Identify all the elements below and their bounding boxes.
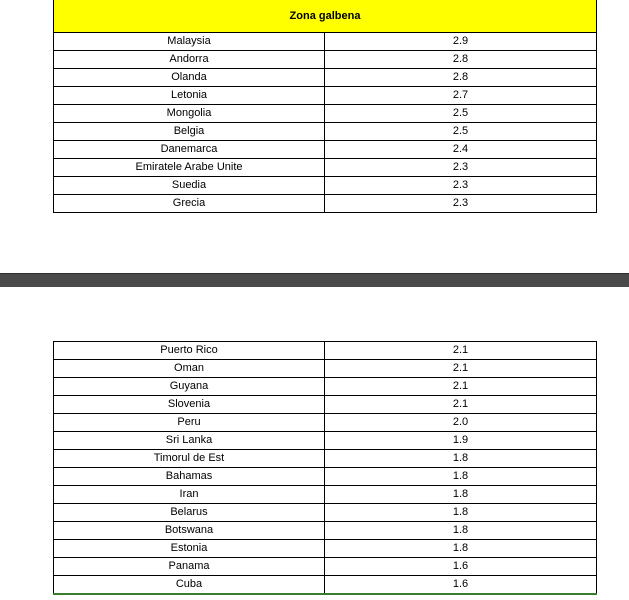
yellow-zone-table xyxy=(53,0,597,213)
country-cell: Belarus xyxy=(54,504,325,522)
country-cell: Timorul de Est xyxy=(54,450,325,468)
table-row xyxy=(54,195,597,213)
country-cell: Guyana xyxy=(54,378,325,396)
value-cell: 2.8 xyxy=(325,51,597,69)
country-cell: Slovenia xyxy=(54,396,325,414)
value-cell: 2.5 xyxy=(325,123,597,141)
country-cell: Iran xyxy=(54,486,325,504)
table-row xyxy=(54,540,597,558)
table-row xyxy=(54,105,597,123)
zone-title: Zona galbena xyxy=(54,0,597,33)
page-separator xyxy=(0,273,629,287)
country-cell: Peru xyxy=(54,414,325,432)
table-row xyxy=(54,450,597,468)
country-cell: Belgia xyxy=(54,123,325,141)
value-cell: 1.8 xyxy=(325,468,597,486)
table-row xyxy=(54,396,597,414)
table-row xyxy=(54,177,597,195)
country-cell: Andorra xyxy=(54,51,325,69)
country-cell: Estonia xyxy=(54,540,325,558)
value-cell: 1.8 xyxy=(325,522,597,540)
country-cell: Danemarca xyxy=(54,141,325,159)
table-row xyxy=(54,360,597,378)
table-row xyxy=(54,378,597,396)
table-row xyxy=(54,159,597,177)
table-row xyxy=(54,504,597,522)
country-cell: Emiratele Arabe Unite xyxy=(54,159,325,177)
value-cell: 2.3 xyxy=(325,159,597,177)
table-row xyxy=(54,87,597,105)
table-row xyxy=(54,468,597,486)
value-cell: 2.7 xyxy=(325,87,597,105)
table-header-row xyxy=(54,0,597,33)
country-cell: Panama xyxy=(54,558,325,576)
table-row xyxy=(54,51,597,69)
value-cell: 2.1 xyxy=(325,396,597,414)
country-cell: Bahamas xyxy=(54,468,325,486)
country-cell: Puerto Rico xyxy=(54,342,325,360)
country-cell: Botswana xyxy=(54,522,325,540)
country-cell: Oman xyxy=(54,360,325,378)
value-cell: 2.4 xyxy=(325,141,597,159)
table-row xyxy=(54,342,597,360)
value-cell: 1.9 xyxy=(325,432,597,450)
table-row xyxy=(54,432,597,450)
value-cell: 2.5 xyxy=(325,105,597,123)
table-row xyxy=(54,123,597,141)
value-cell: 1.8 xyxy=(325,486,597,504)
value-cell: 2.3 xyxy=(325,195,597,213)
value-cell: 2.1 xyxy=(325,342,597,360)
table-row xyxy=(54,33,597,51)
table-row xyxy=(54,576,597,595)
value-cell: 2.1 xyxy=(325,360,597,378)
country-cell: Grecia xyxy=(54,195,325,213)
value-cell: 1.6 xyxy=(325,576,597,595)
value-cell: 1.8 xyxy=(325,504,597,522)
country-cell: Malaysia xyxy=(54,33,325,51)
table-row xyxy=(54,414,597,432)
value-cell: 1.6 xyxy=(325,558,597,576)
country-cell: Cuba xyxy=(54,576,325,595)
value-cell: 1.8 xyxy=(325,540,597,558)
value-cell: 2.9 xyxy=(325,33,597,51)
table-row xyxy=(54,141,597,159)
country-cell: Suedia xyxy=(54,177,325,195)
table-row xyxy=(54,486,597,504)
value-cell: 2.8 xyxy=(325,69,597,87)
table-row xyxy=(54,522,597,540)
country-cell: Sri Lanka xyxy=(54,432,325,450)
country-cell: Olanda xyxy=(54,69,325,87)
value-cell: 2.1 xyxy=(325,378,597,396)
value-cell: 2.0 xyxy=(325,414,597,432)
country-cell: Letonia xyxy=(54,87,325,105)
country-cell: Mongolia xyxy=(54,105,325,123)
continued-table xyxy=(53,341,597,595)
table-row xyxy=(54,558,597,576)
value-cell: 2.3 xyxy=(325,177,597,195)
table-row xyxy=(54,69,597,87)
value-cell: 1.8 xyxy=(325,450,597,468)
